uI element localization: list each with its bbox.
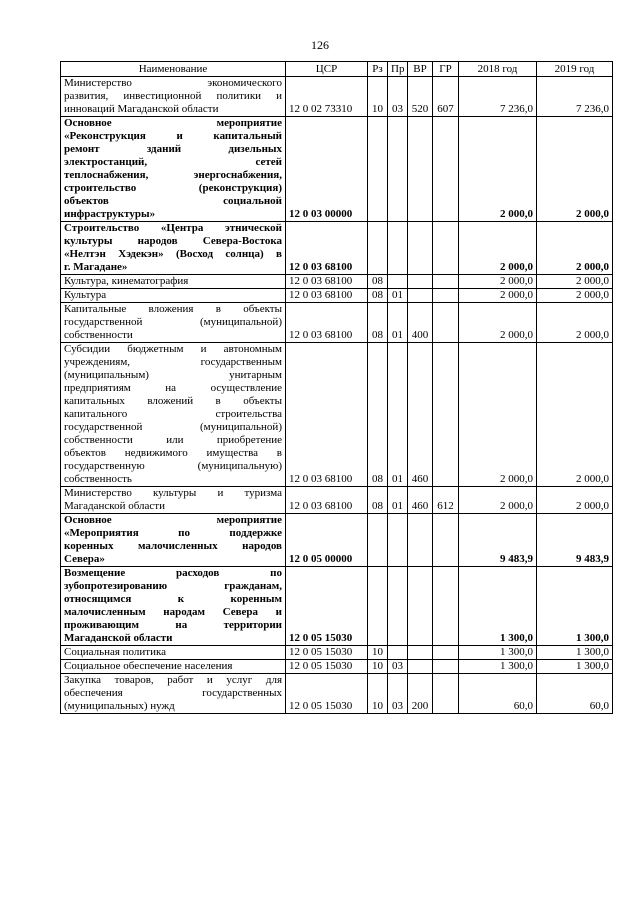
row-name-line: Строительство «Центра этнической — [64, 222, 282, 234]
row-pr — [388, 646, 408, 660]
row-gr — [433, 660, 459, 674]
row-gr — [433, 343, 459, 487]
row-name-line: собственность — [64, 473, 132, 485]
row-name-line: капитальных вложений в объекты — [64, 395, 282, 407]
row-name-line: объектов недвижимого имущества в — [64, 447, 282, 459]
row-amount-2018: 60,0 — [459, 674, 537, 714]
row-name-line: государственной (муниципальной) — [64, 421, 282, 433]
row-name-line: государственной (муниципальной) — [64, 316, 282, 328]
row-gr — [433, 117, 459, 222]
row-gr — [433, 275, 459, 289]
row-csr: 12 0 05 15030 — [286, 646, 368, 660]
row-name — [61, 674, 286, 714]
row-pr — [388, 514, 408, 567]
row-csr: 12 0 03 00000 — [286, 117, 368, 222]
header-2018: 2018 год — [459, 62, 537, 77]
row-amount-2019: 1 300,0 — [537, 567, 613, 646]
table-row — [61, 660, 613, 674]
row-name-line: государственную (муниципальную) — [64, 460, 282, 472]
row-csr: 12 0 02 73310 — [286, 77, 368, 117]
row-name-line: Министерство экономического — [64, 77, 282, 89]
table-row — [61, 646, 613, 660]
row-amount-2019: 2 000,0 — [537, 303, 613, 343]
budget-table — [60, 61, 613, 714]
row-amount-2019: 1 300,0 — [537, 660, 613, 674]
row-pr: 03 — [388, 660, 408, 674]
table-row — [61, 567, 613, 646]
header-pr: Пр — [388, 62, 408, 77]
row-amount-2018: 2 000,0 — [459, 487, 537, 514]
table-header-row — [61, 62, 613, 77]
row-name-line: развития, инвестиционной политики и — [64, 90, 282, 102]
row-csr: 12 0 05 15030 — [286, 674, 368, 714]
row-pr — [388, 567, 408, 646]
row-name-line: относящимся к коренным — [64, 593, 282, 605]
row-name-line: электростанций, сетей — [64, 156, 282, 168]
table-row — [61, 117, 613, 222]
header-rz: Рз — [368, 62, 388, 77]
header-2019: 2019 год — [537, 62, 613, 77]
row-name-line: Севера» — [64, 553, 105, 565]
row-vr — [408, 567, 433, 646]
row-csr: 12 0 03 68100 — [286, 222, 368, 275]
row-name-line: предприятиям на осуществление — [64, 382, 282, 394]
header-csr: ЦСР — [286, 62, 368, 77]
row-amount-2018: 2 000,0 — [459, 343, 537, 487]
table-row — [61, 514, 613, 567]
row-pr: 03 — [388, 674, 408, 714]
row-name — [61, 303, 286, 343]
row-pr — [388, 275, 408, 289]
row-vr: 200 — [408, 674, 433, 714]
row-name-line: (муниципальных) нужд — [64, 700, 175, 712]
row-vr: 400 — [408, 303, 433, 343]
row-name-line: Социальная политика — [64, 646, 167, 658]
table-row — [61, 289, 613, 303]
table-body — [61, 77, 613, 714]
row-name-line: Основное мероприятие — [64, 117, 282, 129]
row-csr: 12 0 03 68100 — [286, 343, 368, 487]
header-name: Наименование — [61, 62, 286, 77]
row-name — [61, 487, 286, 514]
row-vr — [408, 222, 433, 275]
row-name-line: Капитальные вложения в объекты — [64, 303, 282, 315]
header-gr: ГР — [433, 62, 459, 77]
row-amount-2019: 2 000,0 — [537, 222, 613, 275]
row-csr: 12 0 03 68100 — [286, 275, 368, 289]
row-name-line: строительство (реконструкция) — [64, 182, 282, 194]
row-amount-2019: 2 000,0 — [537, 487, 613, 514]
row-csr: 12 0 03 68100 — [286, 303, 368, 343]
row-name-line: проживающим на территории — [64, 619, 282, 631]
row-rz: 08 — [368, 289, 388, 303]
row-csr: 12 0 05 00000 — [286, 514, 368, 567]
row-amount-2019: 1 300,0 — [537, 646, 613, 660]
row-name-line: Основное мероприятие — [64, 514, 282, 526]
row-amount-2018: 1 300,0 — [459, 567, 537, 646]
row-name-line: собственности или приобретение — [64, 434, 282, 446]
row-name-line: Закупка товаров, работ и услуг для — [64, 674, 282, 686]
row-vr — [408, 117, 433, 222]
row-name — [61, 646, 286, 660]
table-row — [61, 77, 613, 117]
row-gr — [433, 646, 459, 660]
row-amount-2018: 2 000,0 — [459, 275, 537, 289]
table-row — [61, 222, 613, 275]
row-name-line: учреждениям, государственным — [64, 356, 282, 368]
row-name — [61, 660, 286, 674]
row-name-line: Социальное обеспечение населения — [64, 660, 233, 672]
row-name-line: малочисленным народам Севера и — [64, 606, 282, 618]
table-row — [61, 275, 613, 289]
row-amount-2019: 2 000,0 — [537, 289, 613, 303]
row-csr: 12 0 03 68100 — [286, 487, 368, 514]
table-row — [61, 303, 613, 343]
row-amount-2018: 2 000,0 — [459, 303, 537, 343]
table-row — [61, 487, 613, 514]
table-row — [61, 343, 613, 487]
row-name-line: инноваций Магаданской области — [64, 103, 219, 115]
row-vr: 520 — [408, 77, 433, 117]
page-number: 126 — [311, 38, 329, 52]
row-rz: 08 — [368, 343, 388, 487]
row-csr: 12 0 05 15030 — [286, 567, 368, 646]
row-gr — [433, 674, 459, 714]
row-name-line: коренных малочисленных народов — [64, 540, 282, 552]
header-vr: ВР — [408, 62, 433, 77]
row-gr — [433, 303, 459, 343]
row-amount-2018: 7 236,0 — [459, 77, 537, 117]
row-amount-2019: 2 000,0 — [537, 275, 613, 289]
row-amount-2019: 7 236,0 — [537, 77, 613, 117]
row-name-line: Магаданской области — [64, 500, 165, 512]
row-amount-2018: 9 483,9 — [459, 514, 537, 567]
row-name-line: Возмещение расходов по — [64, 567, 282, 579]
row-name-line: Культура — [64, 289, 107, 301]
row-amount-2019: 2 000,0 — [537, 343, 613, 487]
row-vr — [408, 660, 433, 674]
row-rz: 10 — [368, 660, 388, 674]
row-name — [61, 289, 286, 303]
row-amount-2018: 1 300,0 — [459, 646, 537, 660]
row-name-line: г. Магадане» — [64, 261, 128, 273]
row-amount-2018: 2 000,0 — [459, 222, 537, 275]
row-pr: 01 — [388, 303, 408, 343]
row-vr — [408, 514, 433, 567]
row-pr — [388, 117, 408, 222]
row-rz: 10 — [368, 674, 388, 714]
row-rz: 10 — [368, 77, 388, 117]
row-name-line: Субсидии бюджетным и автономным — [64, 343, 282, 355]
row-vr — [408, 289, 433, 303]
row-rz: 08 — [368, 275, 388, 289]
row-gr — [433, 289, 459, 303]
row-rz: 10 — [368, 646, 388, 660]
row-pr — [388, 222, 408, 275]
row-name — [61, 117, 286, 222]
row-name — [61, 343, 286, 487]
row-rz — [368, 567, 388, 646]
row-name-line: Культура, кинематография — [64, 275, 189, 287]
row-name-line: собственности — [64, 329, 133, 341]
row-amount-2019: 60,0 — [537, 674, 613, 714]
row-gr: 612 — [433, 487, 459, 514]
row-name-line: зубопротезированию гражданам, — [64, 580, 282, 592]
row-rz: 08 — [368, 487, 388, 514]
row-amount-2019: 2 000,0 — [537, 117, 613, 222]
row-name-line: инфраструктуры» — [64, 208, 156, 220]
row-pr: 01 — [388, 289, 408, 303]
row-name — [61, 567, 286, 646]
row-gr: 607 — [433, 77, 459, 117]
row-name-line: культуры народов Севера-Востока — [64, 235, 282, 247]
row-name-line: ремонт зданий дизельных — [64, 143, 282, 155]
row-name — [61, 77, 286, 117]
row-rz: 08 — [368, 303, 388, 343]
row-name-line: объектов социальной — [64, 195, 282, 207]
row-name-line: Магаданской области — [64, 632, 173, 644]
row-rz — [368, 222, 388, 275]
row-name-line: капитального строительства — [64, 408, 282, 420]
row-vr: 460 — [408, 343, 433, 487]
row-pr: 01 — [388, 487, 408, 514]
row-rz — [368, 117, 388, 222]
row-vr — [408, 646, 433, 660]
row-amount-2019: 9 483,9 — [537, 514, 613, 567]
row-name-line: обеспечения государственных — [64, 687, 282, 699]
row-name-line: «Мероприятия по поддержке — [64, 527, 282, 539]
row-csr: 12 0 05 15030 — [286, 660, 368, 674]
row-name-line: «Нелтэн Хэдекэн» (Восход солнца) в — [64, 248, 282, 260]
table-row — [61, 674, 613, 714]
row-amount-2018: 2 000,0 — [459, 117, 537, 222]
row-amount-2018: 2 000,0 — [459, 289, 537, 303]
row-name-line: (муниципальным) унитарным — [64, 369, 282, 381]
row-name-line: Министерство культуры и туризма — [64, 487, 282, 499]
row-vr: 460 — [408, 487, 433, 514]
row-name — [61, 275, 286, 289]
row-gr — [433, 222, 459, 275]
row-pr: 01 — [388, 343, 408, 487]
row-name — [61, 514, 286, 567]
row-gr — [433, 567, 459, 646]
row-vr — [408, 275, 433, 289]
row-name-line: теплоснабжения, энергоснабжения, — [64, 169, 282, 181]
row-amount-2018: 1 300,0 — [459, 660, 537, 674]
row-gr — [433, 514, 459, 567]
row-name-line: «Реконструкция и капитальный — [64, 130, 282, 142]
row-pr: 03 — [388, 77, 408, 117]
row-csr: 12 0 03 68100 — [286, 289, 368, 303]
row-name — [61, 222, 286, 275]
row-rz — [368, 514, 388, 567]
